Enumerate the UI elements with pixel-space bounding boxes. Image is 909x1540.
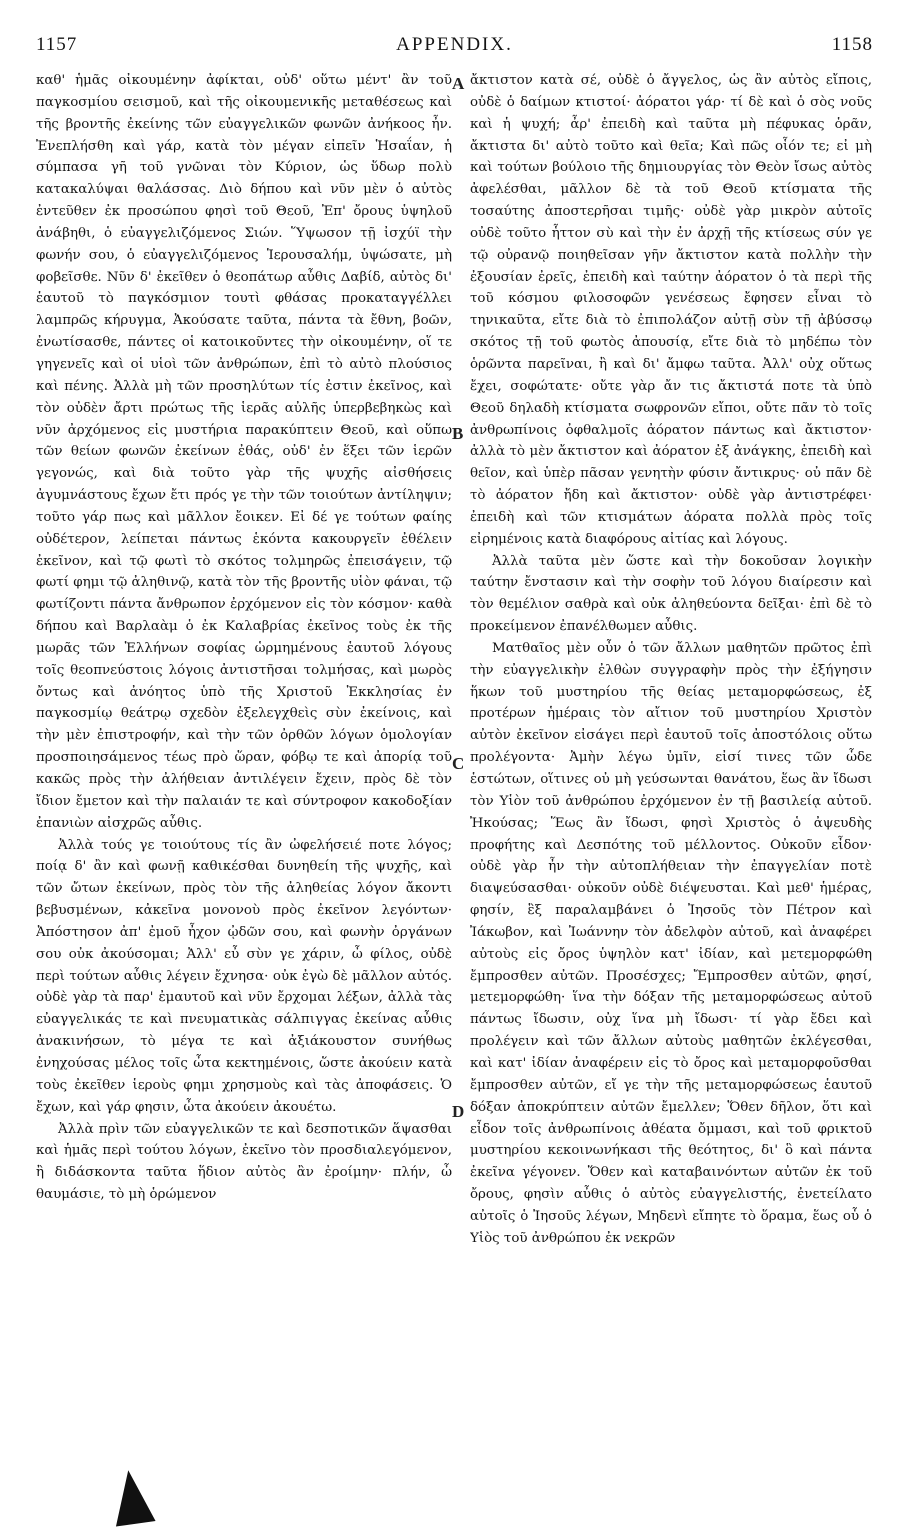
- right-column: [470, 70, 872, 1530]
- margin-letter-b: B: [452, 424, 464, 443]
- page-header: [36, 34, 873, 60]
- right-paragraph-3: Ματθαῖος μὲν οὖν ὁ τῶν ἄλλων μαθητῶν πρῶτος ἐπὶ τὴν εὐαγγελικὴν ἐλθὼν συγγραφὴν πρὸς τὴν ἐξήγησιν ἥκων τοῦ μυστηρίου τῆς θείας μεταμορφώσεως, ἐξ προτέρων ἡμέραις τὸν αἴτιον τοῦ μυστηρίου Χριστὸν αὐτὸν ἐκεῖνον εἰσάγει περὶ ἑαυτοῦ τοῖς ἀποστόλοις οὕτω προλέγοντα· Ἀμὴν λέγω ὑμῖν, εἰσί τινες τῶν ὧδε ἑστώτων, οἵτινες οὐ μὴ γεύσωνται θανάτου, ἕως ἂν ἴδωσι τὸν Υἱὸν τοῦ ἀνθρώπου ἐρχόμενον ἐν τῇ βασιλείᾳ αὐτοῦ. Ἠκούσας; Ἕως ἂν ἴδωσι, φησὶ Χριστὸς ὁ ἀψευδὴς προφήτης καὶ Δεσπότης τοῦ μέλλοντος. Οὐκοῦν εἶδον· οὐδὲ γὰρ ἦν τὴν αὐτοπλήθειαν τὴν ἐπαγγελίαν ποτὲ διαψεύσασθαι· οὐκοῦν οὐδὲ διέψευσται. Καὶ μεθ' ἡμέρας, φησίν, ἓξ παραλαμβάνει ὁ Ἰησοῦς τὸν Πέτρον καὶ Ἰάκωβον, καὶ Ἰωάννην τὸν ἀδελφὸν αὐτοῦ, καὶ ἀναφέρει αὐτοὺς εἰς ὄρος ὑψηλὸν κατ' ἰδίαν, καὶ μετεμορφώθη ἔμπροσθεν αὐτῶν. Προσέσχες; Ἔμπροσθεν αὐτῶν, φησί, μετεμορφώθη· ἵνα τὴν δόξαν τῆς μεταμορφώσεως αὐτοῦ πάντως ἴδωσιν, οὐχ ἵνα μὴ ἴδωσι· τί γὰρ ἔδει καὶ προλέγειν καὶ τῶν ἄλλων αὐτοὺς μαθητῶν ἐκλέγεσθαι, καὶ κατ' ἰδίαν ἀναφέρειν εἰς τὸ ὄρος καὶ μεταμορφοῦσθαι ἔμπροσθεν αὐτῶν, εἴ γε τὴν τῆς μεταμορφώσεως ἑαυτοῦ δόξαν ἀποκρύπτειν αὐτῶν ἔμελλεν; Ὅθεν δῆλον, ὅτι καὶ εἶδον τοῖς ἀνθρωπίνοις ἀθέατα ὄμμασι, καὶ τοῦ φρικτοῦ μυστηρίου κεκοινωνήκασι τῆς θεότητος, δι' ὃ καὶ πάντα ἐκεῖνα γέγονεν. Ὅθεν καὶ καταβαινόντων αὐτῶν ἐκ τοῦ ὄρους, φησὶν αὖθις ὁ αὐτὸς εὐαγγελιστής, ἐνετείλατο αὐτοῖς ὁ Ἰησοῦς λέγων, Μηδενὶ εἴπητε τὸ ὅραμα, ἕως οὗ ὁ Υἱὸς τοῦ ἀνθρώπου ἐκ νεκρῶν: [470, 640, 872, 1246]
- running-title: APPENDIX.: [396, 34, 513, 55]
- left-paragraph-1: καθ' ἡμᾶς οἰκουμένην ἀφίκται, οὐδ' οὕτω μέντ' ἂν τοῦ παγκοσμίου σεισμοῦ, καὶ τῆς οἰκουμενικῆς μεταθέσεως καὶ τῆς βροντῆς ἐκείνης τῶν εὐαγγελικῶν φωνῶν ἀνήκοος ἦν. Ἐνεπλήσθη καὶ γάρ, κατὰ τὸν μέγαν εἰπεῖν Ἡσαΐαν, ἡ σύμπασα γῆ τοῦ γνῶναι τὸν Κύριον, ὡς ὕδωρ πολὺ κατακαλύψαι θαλάσσας. Διὸ δήπου καὶ νῦν μὲν ὁ αὐτὸς ἐντεῦθεν ἐκ προσώπου φησὶ τοῦ Θεοῦ, Ἐπ' ὄρους ὑψηλοῦ ἀνάβηθι, ὁ εὐαγγελιζόμενος Σιών. Ὕψωσον τῇ ἰσχύϊ τὴν φωνήν σου, ὁ εὐαγγελιζόμενος Ἱερουσαλήμ, ὑψώσατε, μὴ φοβεῖσθε. Νῦν δ' ἐκεῖθεν ὁ θεοπάτωρ αὖθις Δαβίδ, αὐτὸς δι' ἑαυτοῦ τὸ παγκόσμιον τουτὶ φθάσας προκαταγγέλλει λαμπρῶς κήρυγμα, Ἀκούσατε ταῦτα, πάντα τὰ ἔθνη, βοῶν, ἐνωτίσασθε, πάντες οἱ κατοικοῦντες τὴν οἰκουμένην, οἵ τε γηγενεῖς καὶ οἱ υἱοὶ τῶν ἀνθρώπων, ἐπὶ τὸ αὐτὸ πλούσιος καὶ πένης. Ἀλλὰ μὴ τῶν προσηλύτων τίς ἐστιν ἐκεῖνος, καὶ τὸν οὐδὲν ἄρτι πρώτως τῆς ἱερᾶς αὐλῆς ὑπερβεβηκὼς καὶ νῦν ἀρχόμενος εἰς μυστήρια παρακύπτειν Θεοῦ, καὶ οὕπω τῶν θείων φωνῶν ἐκείνων ἐθάς, οὐδ' ἐν ἕξει τῶν ἱερῶν γεγονώς, καὶ διὰ τοῦτο γὰρ τῆς ψυχῆς αἰσθήσεις ἀγυμνάστους ἔχων ἔτι πρός γε τὴν τῶν τοιούτων ἀντίληψιν; τοῦτο γάρ πως καὶ μᾶλλον ἔοικεν. Εἰ δέ γε τούτων φαίης οὐδέτερον, λείπεται πάντως ἑκόντα κακουργεῖν ἐθέλειν ἐκεῖνον, καὶ τῷ φωτὶ τὸ σκότος τολμηρῶς ἐπεισάγειν, τῷ φωτί φημι τῷ ἀληθινῷ, κατὰ τὸν τῆς βροντῆς υἱὸν φάναι, τῷ φωτίζοντι πάντα ἄνθρωπον ἐρχόμενον εἰς τὸν κόσμον· καθὰ δήπου καὶ Βαρλαὰμ ὁ ἐκ Καλαβρίας ἐκεῖνος τοὺς ἐκ τῆς μωρᾶς τῶν Ἑλλήνων σοφίας ὡρμημένους ἑαυτοῦ λόγους τοῖς θεοπνεύστοις λόγοις ἀντιστῆσαι τολμήσας, καὶ μωρὸς ὄντως καὶ ἀνόητος ὑπὸ τῆς Χριστοῦ Ἐκκλησίας ἐν παγκοσμίῳ θεάτρῳ σχεδὸν ἐξελεγχθεὶς σὺν ἐκείνοις, καὶ τὴν μὲν ἐπιστροφήν, καὶ τὴν τῶν ὀρθῶν λόγων ὁμολογίαν προσποιησάμενος τέως πρὸ ὥραν, φόβῳ τε καὶ ἀπορίᾳ τοῦ κακῶς πρὸς τὴν ἀλήθειαν ἀντιλέγειν ἔχειν, πρὸς δὲ τὸν ἴδιον ἔμετον καὶ τὴν παλαιάν τε καὶ σύντροφον κακοδοξίαν ἐπανιὼν αἰσχρῶς αὖθις.: [36, 73, 452, 831]
- margin-letter-c: C: [452, 754, 465, 773]
- left-column: [36, 70, 452, 1530]
- left-paragraph-3: Ἀλλὰ πρὶν τῶν εὐαγγελικῶν τε καὶ δεσποτικῶν ἅψασθαι καὶ ἡμᾶς περὶ τούτου λόγων, ἐκεῖνο τὸν προσδιαλεγόμενον, ἢ διδάσκοντα ταῦτα ἥδιον αὐτὸς ἂν ἐροίμην· πλήν, ὦ θαυμάσιε, τὸ μὴ ὁρώμενον: [36, 1121, 452, 1203]
- scan-corner-mark: [108, 1467, 155, 1526]
- right-paragraph-1: ἄκτιστον κατὰ σέ, οὐδὲ ὁ ἄγγελος, ὡς ἂν αὐτὸς εἴποις, οὐδὲ ὁ δαίμων κτιστοί· ἀόρατοι γάρ· τί δὲ καὶ ὁ σὸς νοῦς καὶ ἡ ψυχή; ἆρ' ἐπειδὴ καὶ ταῦτα μὴ πέφυκας ὁρᾶν, ἄκτιστα δι' αὐτὸ τοῦτο καὶ θεῖα; Καὶ πῶς οἷόν τε; εἰ μὴ καὶ τούτων βούλοιο τῆς δημιουργίας τὸν Θεὸν ἴσως αὐτὸς ἀφελέσθαι, μᾶλλον δὲ τὰ τοῦ Θεοῦ κτίσματα τῆς τοσαύτης ἀποστερῆσαι τιμῆς· οὐδὲ γὰρ μικρὸν αὐτοῖς οὐδὲ τοῦτο ἧττον σὺ καὶ τὴν ἐν ἀρχῇ τῆς κτίσεως σύν γε τῷ οὐρανῷ ποιηθεῖσαν γῆν ἄκτιστον κατὰ πολλὴν τὴν ἐξουσίαν ἐρεῖς, ἐπειδὴ καὶ ταύτην ἀόρατον ὁ τὰ περὶ τῆς τοῦ κόσμου φιλοσοφῶν γενέσεως ἔφησεν εἶναι τὸ τηνικαῦτα, εἴτε διὰ τὸ ἐπιπολάζον αὐτῇ σὺν τῇ ἀβύσσῳ σκότος τῇ τοῦ φωτὸς ἀπουσίᾳ, εἴτε διὰ τὸ μηδέπω τὸν ὁρῶντα παρεῖναι, ἢ καὶ δι' ἄμφω ταῦτα. Ἀλλ' οὐχ οὕτως ἔχει, σοφώτατε· οὔτε γὰρ ἄν τις ἄκτιστά ποτε τὰ ὑπὸ Θεοῦ δηλαδὴ κτίσματα σωφρονῶν εἴποι, οὔτε πᾶν τὸ τοῖς ἀνθρωπίνοις ὀφθαλμοῖς ἀόρατον πάντως καὶ ἄκτιστον· ἀλλὰ τὸ μὲν ἄκτιστον καὶ ἀόρατον ἐξ ἀνάγκης, ἐπειδὴ καὶ θεῖον, καὶ ὑπὲρ πᾶσαν γενητὴν φύσιν ἄντικρυς· οὐ πᾶν δὲ τὸ ἀόρατον ἤδη καὶ ἄκτιστον· οὐδὲ γὰρ ἀντιστρέφει· ἐπειδὴ καὶ τῶν κτισμάτων ἀόρατα πολλὰ πρὸς τοῖς εἰρημένοις κατὰ διαφόρους αἰτίας καὶ λόγους.: [470, 73, 872, 547]
- margin-letter-d: D: [452, 1102, 465, 1121]
- left-page-number: 1157: [36, 34, 78, 55]
- margin-letter-a: A: [452, 74, 465, 93]
- right-paragraph-2: Ἀλλὰ ταῦτα μὲν ὥστε καὶ τὴν δοκοῦσαν λογικὴν ταύτην ἔνστασιν καὶ τὴν σοφὴν τοῦ λόγου διαίρεσιν καὶ τὸν θεμέλιον σαθρὰ καὶ οὐκ ἀληθεύοντα δεῖξαι· ἐπὶ δὲ τὸ προκείμενον ἐπανέλθωμεν αὖθις.: [470, 553, 872, 635]
- right-page-number: 1158: [831, 34, 873, 55]
- left-paragraph-2: Ἀλλὰ τούς γε τοιούτους τίς ἂν ὠφελήσειέ ποτε λόγος; ποίᾳ δ' ἂν καὶ φωνῇ καθικέσθαι δυνηθείη τῆς ψυχῆς, καὶ τῶν ὤτων ἐκείνων, πρὸς τὸν τῆς ἀληθείας λόγον ἄκοντι βεβυσμένων, κἀκεῖνα μονονοὺ πρὸς ἐκεῖνον λεγόντων· Ἀπόστησον ἀπ' ἐμοῦ ἦχον ᾠδῶν σου, καὶ φωνὴν ὀργάνων σου οὐκ ἀκούσομαι; Ἀλλ' εὖ σὺν γε χάριν, ὦ φίλος, οὐδὲ περὶ τούτων αὖθις λέγειν ἔχνησα· οὐκ ἐγὼ δὲ μᾶλλον αὐτός. οὐδὲ γὰρ τὰ παρ' ἐμαυτοῦ καὶ νῦν ἔρχομαι λέξων, ἀλλὰ τὰς εὐαγγελικάς τε καὶ πνευματικὰς σάλπιγγας ἐκείνας αὖθις ἀνακινήσων, τὸ μέγα τε καὶ ἀξιάκουστον συνήθως ἐνηχούσας μέλος τοῖς ὦτα κεκτημένοις, ὥστε ἀκούειν κατὰ τοὺς ἐκεῖθεν ἱεροὺς φημι χρησμοὺς καὶ τὰς ἀποφάσεις. Ὁ ἔχων, καὶ γάρ φησιν, ὦτα ἀκούειν ἀκουέτω.: [36, 837, 452, 1115]
